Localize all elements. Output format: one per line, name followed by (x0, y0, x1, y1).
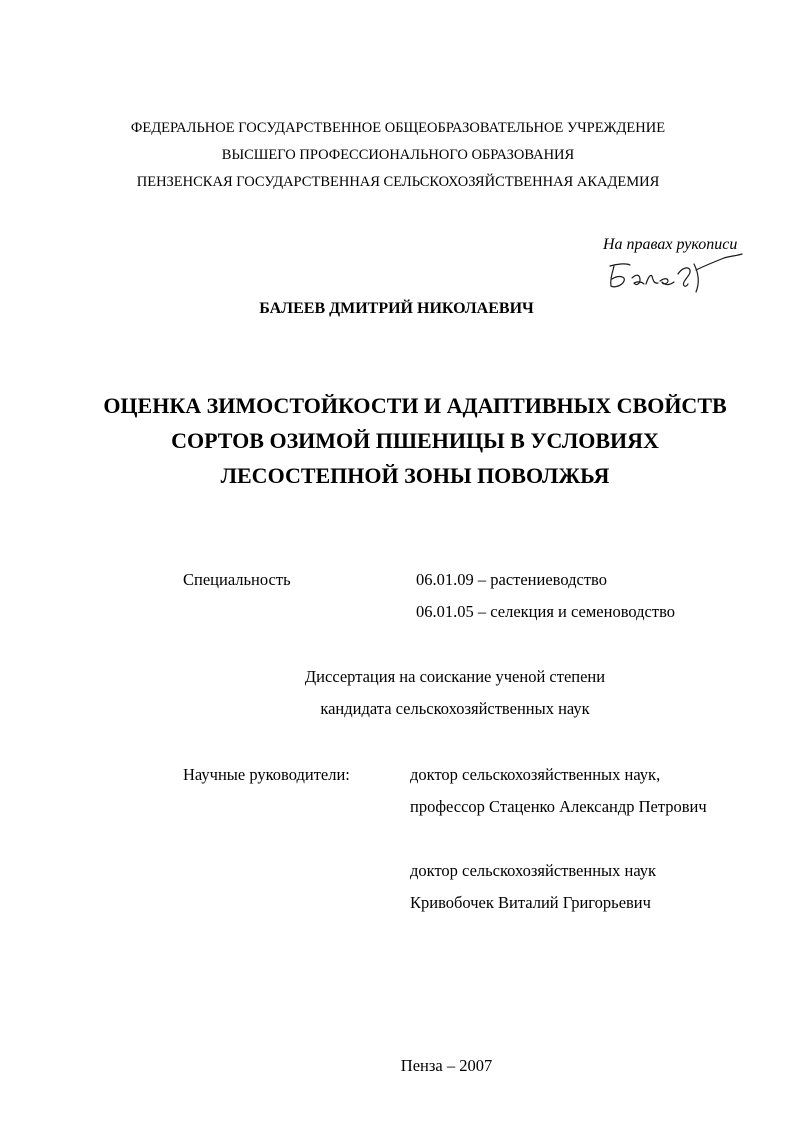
dissertation-title-line-3: ЛЕСОСТЕПНОЙ ЗОНЫ ПОВОЛЖЬЯ (220, 463, 610, 488)
supervisor-name: Кривобочек Виталий Григорьевич (410, 893, 651, 912)
supervisor-degree: доктор сельскохозяйственных наук (410, 861, 657, 880)
specialty-label: Специальность (183, 570, 291, 589)
institution-line-3: ПЕНЗЕНСКАЯ ГОСУДАРСТВЕННАЯ СЕЛЬСКОХОЗЯЙСТВЕННАЯ АКАДЕМИЯ (136, 174, 660, 190)
specialty-item: 06.01.09 – растениеводство (416, 570, 607, 589)
city-and-year: Пенза – 2007 (400, 1056, 493, 1075)
supervisor-degree: доктор сельскохозяйственных наук, (410, 765, 661, 784)
author-name: БАЛЕЕВ ДМИТРИЙ НИКОЛАЕВИЧ (259, 300, 534, 317)
author-signature (596, 248, 746, 300)
manuscript-rights-note: На правах рукописи (603, 236, 738, 253)
dissertation-title-line-2: СОРТОВ ОЗИМОЙ ПШЕНИЦЫ В УСЛОВИЯХ (171, 428, 659, 453)
institution-line-2: ВЫСШЕГО ПРОФЕССИОНАЛЬНОГО ОБРАЗОВАНИЯ (221, 147, 575, 163)
supervisor-name: профессор Стаценко Александр Петрович (410, 797, 707, 816)
degree-statement-line-1: Диссертация на соискание ученой степени (304, 667, 606, 686)
specialty-item: 06.01.05 – селекция и семеноводство (416, 602, 676, 621)
institution-line-1: ФЕДЕРАЛЬНОЕ ГОСУДАРСТВЕННОЕ ОБЩЕОБРАЗОВАТЕЛЬНОЕ УЧРЕЖДЕНИЕ (130, 120, 666, 136)
degree-statement-line-2: кандидата сельскохозяйственных наук (320, 699, 590, 718)
supervisors-label: Научные руководители: (183, 765, 350, 784)
dissertation-title-line-1: ОЦЕНКА ЗИМОСТОЙКОСТИ И АДАПТИВНЫХ СВОЙСТВ (103, 393, 727, 418)
